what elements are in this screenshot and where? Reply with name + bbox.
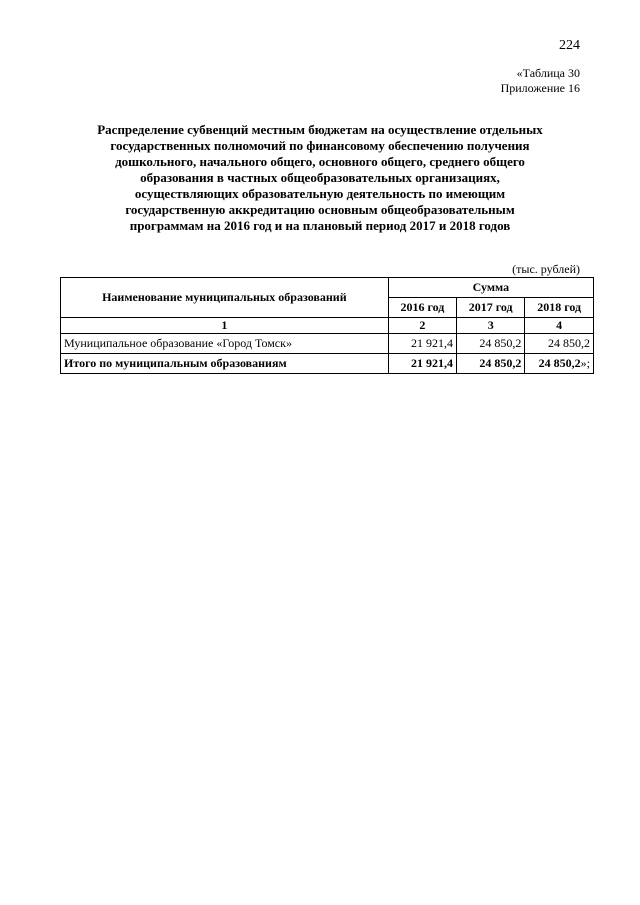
title-line: программам на 2016 год и на плановый период 2017 и 2018 годов — [129, 218, 511, 233]
column-index: 4 — [525, 318, 594, 334]
title-line: образования в частных общеобразовательных организациях, — [140, 170, 500, 185]
title-line: дошкольного, начального общего, основного общего, среднего общего — [115, 154, 525, 169]
title-line: осуществляющих образовательную деятельность по имеющим — [134, 186, 506, 201]
units-label: (тыс. рублей) — [512, 262, 580, 276]
total-row — [61, 354, 594, 374]
title-line: государственных полномочий по финансовому обеспечению получения — [110, 138, 530, 153]
header-year-2016: 2016 год — [388, 298, 456, 318]
total-2018: 24 850,2 — [538, 356, 581, 370]
header-row — [61, 278, 594, 298]
closing-quote: »; — [580, 356, 590, 370]
amount-2018: 24 850,2 — [525, 334, 594, 354]
document-title — [60, 122, 580, 234]
amount-2017: 24 850,2 — [457, 334, 525, 354]
header-municipality: Наименование муниципальных образований — [61, 278, 389, 318]
table-row — [61, 334, 594, 354]
title-line: государственную аккредитацию основным общеобразовательным — [125, 202, 515, 217]
total-2016: 21 921,4 — [388, 354, 456, 374]
header-year-2018: 2018 год — [525, 298, 594, 318]
total-2018-cell — [525, 354, 594, 374]
header-year-2017: 2017 год — [457, 298, 525, 318]
title-line: Распределение субвенций местным бюджетам на осуществление отдельных — [97, 122, 543, 137]
page-number: 224 — [559, 38, 580, 53]
subvention-table — [60, 277, 594, 374]
column-index-row — [61, 318, 594, 334]
total-2017: 24 850,2 — [457, 354, 525, 374]
column-index: 2 — [388, 318, 456, 334]
municipality-name: Муниципальное образование «Город Томск» — [61, 334, 389, 354]
amount-2016: 21 921,4 — [388, 334, 456, 354]
table-number: «Таблица 30 — [516, 66, 580, 80]
appendix-number: Приложение 16 — [500, 81, 580, 95]
table-reference — [501, 66, 580, 96]
column-index: 3 — [457, 318, 525, 334]
header-sum: Сумма — [388, 278, 593, 298]
total-label: Итого по муниципальным образованиям — [61, 354, 389, 374]
column-index: 1 — [61, 318, 389, 334]
